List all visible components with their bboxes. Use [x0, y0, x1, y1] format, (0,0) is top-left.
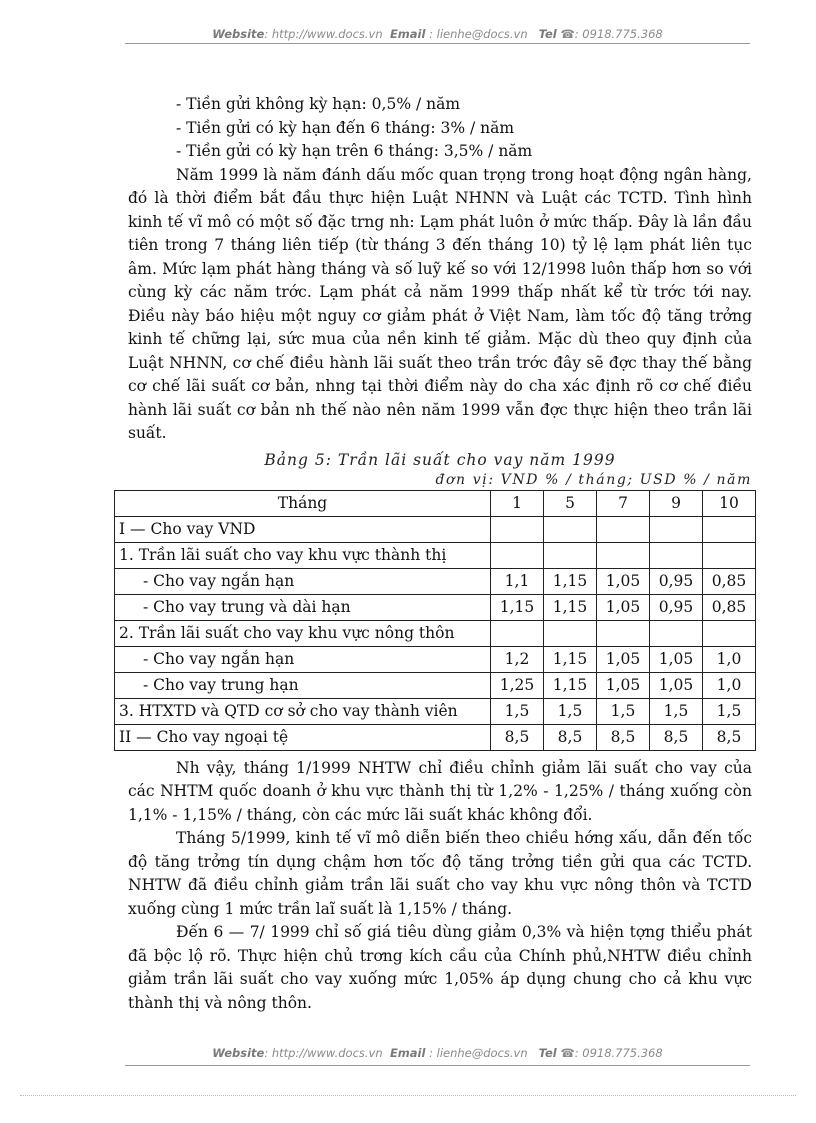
phone-icon: ☎ — [560, 27, 575, 41]
table-cell: 8,5 — [703, 724, 756, 750]
table-cell — [703, 516, 756, 542]
table-unit: đơn vị: VND % / tháng; USD % / năm — [435, 471, 752, 488]
table-cell — [544, 516, 597, 542]
table-cell: 1,5 — [650, 698, 703, 724]
table-header-cell: 9 — [650, 490, 703, 516]
bullet-item: - Tiền gửi có kỳ hạn trên 6 tháng: 3,5% / năm — [176, 142, 533, 160]
table-row — [115, 594, 756, 620]
table-cell: 0,85 — [703, 568, 756, 594]
table-cell: 1,05 — [597, 594, 650, 620]
table-cell: 1,05 — [597, 568, 650, 594]
table-row — [115, 620, 756, 646]
paragraph-4: Đến 6 — 7/ 1999 chỉ số giá tiêu dùng giảm 0,3% và hiện tợng thiểu phát đã bộc lộ rõ. Thực hiện chủ trơng kích cầu của Chính phủ,NHTW điều chỉnh giảm trần lãi suất cho vay xuống mức 1,05% áp dụng chung cho cả khu vực thành thị và nông thôn. — [128, 923, 752, 1012]
table-row — [115, 672, 756, 698]
interest-rate-table — [114, 490, 756, 751]
table-row — [115, 516, 756, 542]
table-header-cell: Tháng — [115, 490, 491, 516]
table-row — [115, 698, 756, 724]
row-label: - Cho vay ngắn hạn — [115, 646, 491, 672]
table-cell: 1,15 — [544, 672, 597, 698]
table-cell — [703, 542, 756, 568]
footer-email-label: Email — [389, 1046, 426, 1060]
table-cell: 1,0 — [703, 646, 756, 672]
table-row — [115, 724, 756, 750]
table-cell: 1,05 — [650, 646, 703, 672]
table-cell — [491, 542, 544, 568]
footer-tel-label: Tel — [538, 1046, 557, 1060]
header-website-label: Website — [212, 27, 265, 41]
table-cell: 8,5 — [544, 724, 597, 750]
table-cell: 1,0 — [703, 672, 756, 698]
header-rule — [125, 43, 750, 44]
main-content — [119, 93, 752, 1015]
table-cell: 8,5 — [597, 724, 650, 750]
table-row — [115, 646, 756, 672]
table-header-row — [115, 490, 756, 516]
table-cell: 1,5 — [703, 698, 756, 724]
row-label: II — Cho vay ngoại tệ — [115, 724, 491, 750]
footer-rule — [125, 1065, 750, 1066]
table-cell: 0,95 — [650, 594, 703, 620]
table-cell — [650, 620, 703, 646]
table-header-cell: 5 — [544, 490, 597, 516]
footer-email-value[interactable]: : lienhe@docs.vn — [429, 1046, 528, 1060]
phone-icon: ☎ — [560, 1046, 575, 1060]
footer-website-label: Website — [212, 1046, 265, 1060]
table-cell — [703, 620, 756, 646]
table-cell — [491, 516, 544, 542]
footer-website-value[interactable]: : http://www.docs.vn — [264, 1046, 383, 1060]
footer-tel-value: : 0918.775.368 — [574, 1046, 663, 1060]
table-cell: 1,5 — [597, 698, 650, 724]
row-label: - Cho vay trung và dài hạn — [115, 594, 491, 620]
paragraph-1: Năm 1999 là năm đánh dấu mốc quan trọng trong hoạt động ngân hàng, đó là thời điểm bắt đầu thực hiện Luật NHNN và Luật các TCTD. Tình hình kinh tế vĩ mô có một số đặc trng nh: Lạm phát luôn ở mức thấp. Đây là lần đầu tiên trong 7 tháng liên tiếp (từ tháng 3 đến tháng 10) tỷ lệ lạm phát liên tục âm. Mức lạm phát hàng tháng và số luỹ kế so với 12/1998 luôn thấp hơn so với cùng kỳ các năm trớc. Lạm phát cả năm 1999 thấp nhất kể từ trớc tới nay. Điều này báo hiệu một nguy cơ giảm phát ở Việt Nam, làm tốc độ tăng trởng kinh tế chững lại, sức mua của nền kinh tế giảm. Mặc dù theo quy định của Luật NHNN, cơ chế điều hành lãi suất theo trần trớc đây sẽ đợc thay thế bằng cơ chế lãi suất cơ bản, nhng tại thời điểm này do cha xác định rõ cơ chế điều hành lãi suất cơ bản nh thế nào nên năm 1999 vẫn đợc thực hiện theo trần lãi suất. — [128, 165, 752, 442]
table-cell: 1,15 — [544, 646, 597, 672]
table-cell — [544, 620, 597, 646]
table-cell: 1,5 — [544, 698, 597, 724]
table-cell — [597, 542, 650, 568]
table-cell: 8,5 — [650, 724, 703, 750]
table-cell: 1,15 — [544, 568, 597, 594]
table-cell — [597, 516, 650, 542]
table-cell — [597, 620, 650, 646]
table-row — [115, 568, 756, 594]
table-cell — [650, 542, 703, 568]
header-tel-value: : 0918.775.368 — [574, 27, 663, 41]
page-header — [125, 27, 750, 41]
header-website-value[interactable]: : http://www.docs.vn — [264, 27, 383, 41]
table-cell: 1,15 — [544, 594, 597, 620]
header-tel-label: Tel — [538, 27, 557, 41]
header-email-label: Email — [389, 27, 426, 41]
table-cell — [544, 542, 597, 568]
table-cell: 1,5 — [491, 698, 544, 724]
table-cell: 1,05 — [650, 672, 703, 698]
paragraph-2: Nh vậy, tháng 1/1999 NHTW chỉ điều chỉnh giảm lãi suất cho vay của các NHTM quốc doanh ở khu vực thành thị từ 1,2% - 1,25% / tháng xuống còn 1,1% - 1,15% / tháng, còn các mức lãi suất khác không đổi. — [128, 758, 752, 824]
table-cell: 1,2 — [491, 646, 544, 672]
bullet-item: - Tiền gửi có kỳ hạn đến 6 tháng: 3% / năm — [176, 118, 515, 137]
table-cell: 1,1 — [491, 568, 544, 594]
table-cell: 0,95 — [650, 568, 703, 594]
table-cell: 1,25 — [491, 672, 544, 698]
row-label: - Cho vay trung hạn — [115, 672, 491, 698]
table-caption: Bảng 5: Trần lãi suất cho vay năm 1999 — [264, 450, 616, 469]
row-label: - Cho vay ngắn hạn — [115, 568, 491, 594]
table-cell: 1,15 — [491, 594, 544, 620]
table-cell: 0,85 — [703, 594, 756, 620]
bullet-item: - Tiền gửi không kỳ hạn: 0,5% / năm — [176, 95, 461, 113]
table-cell — [650, 516, 703, 542]
table-cell: 1,05 — [597, 646, 650, 672]
row-label: 1. Trần lãi suất cho vay khu vực thành thị — [115, 542, 491, 568]
table-header-cell: 1 — [491, 490, 544, 516]
table-cell: 1,05 — [597, 672, 650, 698]
table-cell — [491, 620, 544, 646]
table-header-cell: 7 — [597, 490, 650, 516]
table-cell: 8,5 — [491, 724, 544, 750]
header-email-value[interactable]: : lienhe@docs.vn — [429, 27, 528, 41]
table-row — [115, 542, 756, 568]
row-label: 3. HTXTD và QTD cơ sở cho vay thành viên — [115, 698, 491, 724]
page-footer — [125, 1046, 750, 1060]
paragraph-3: Tháng 5/1999, kinh tế vĩ mô diễn biến theo chiều hớng xấu, dẫn đến tốc độ tăng trởng tín dụng chậm hơn tốc độ tăng trởng tiền gửi qua các TCTD. NHTW đã điều chỉnh giảm trần lãi suất cho vay khu vực nông thôn và TCTD xuống cùng 1 mức trần laĩ suất là 1,15% / tháng. — [128, 829, 752, 918]
page-bottom-dotted-line — [20, 1095, 796, 1096]
row-label: 2. Trần lãi suất cho vay khu vực nông thôn — [115, 620, 491, 646]
table-header-cell: 10 — [703, 490, 756, 516]
row-label: I — Cho vay VND — [115, 516, 491, 542]
